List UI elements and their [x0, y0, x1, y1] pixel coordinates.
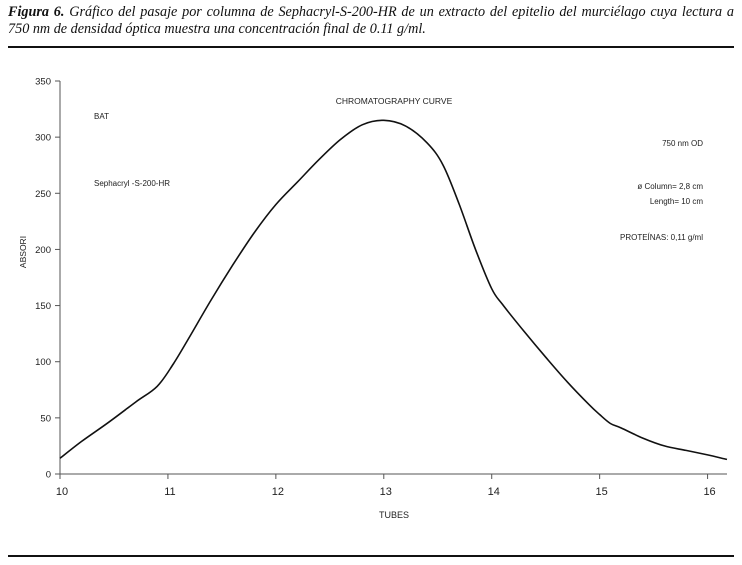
- x-tick-label: 15: [595, 486, 608, 498]
- bottom-rule: [8, 555, 734, 557]
- y-tick-label: 150: [35, 301, 51, 313]
- x-tick-label: 14: [487, 486, 500, 498]
- y-tick-label: 200: [35, 244, 51, 256]
- x-tick-label: 10: [55, 486, 69, 498]
- axes: [60, 81, 727, 474]
- x-tick-label: 11: [164, 486, 176, 498]
- figure-caption-text: Gráfico del pasaje por columna de Sephacryl-S-200-HR de un extracto del epitelio del murciélago cuya lectura a 750 nm de densidad óptica muestra una concentración final de 0.11 g/ml.: [8, 4, 734, 37]
- annotation-column-type: Sephacryl -S-200-HR: [94, 179, 171, 188]
- annotation-length: Length= 10 cm: [649, 197, 703, 206]
- annotation-bat: BAT: [94, 112, 109, 121]
- y-tick-label: 0: [45, 469, 51, 481]
- figure-label: Figura 6.: [8, 4, 65, 20]
- chart-title: CHROMATOGRAPHY CURVE: [335, 96, 453, 106]
- x-tick-label: 16: [703, 486, 716, 498]
- labels-layer: [18, 96, 703, 520]
- annotation-column-diameter: ø Column= 2,8 cm: [637, 182, 703, 191]
- y-tick-label: 100: [35, 357, 51, 369]
- series-line: [60, 120, 727, 459]
- annotation-od: 750 nm OD: [662, 139, 703, 148]
- y-axis-label: ABSORI: [18, 235, 28, 269]
- y-tick-label: 250: [35, 188, 51, 200]
- y-tick-label: 300: [35, 132, 51, 144]
- x-tick-label: 12: [271, 486, 284, 498]
- x-axis-label: TUBES: [378, 510, 410, 520]
- ticks: [35, 77, 716, 499]
- y-tick-label: 350: [35, 76, 51, 88]
- y-tick-label: 50: [40, 413, 51, 425]
- x-tick-label: 13: [379, 486, 392, 498]
- series-layer: [60, 120, 727, 459]
- annotation-proteins: PROTEÍNAS: 0,11 g/ml: [620, 233, 703, 242]
